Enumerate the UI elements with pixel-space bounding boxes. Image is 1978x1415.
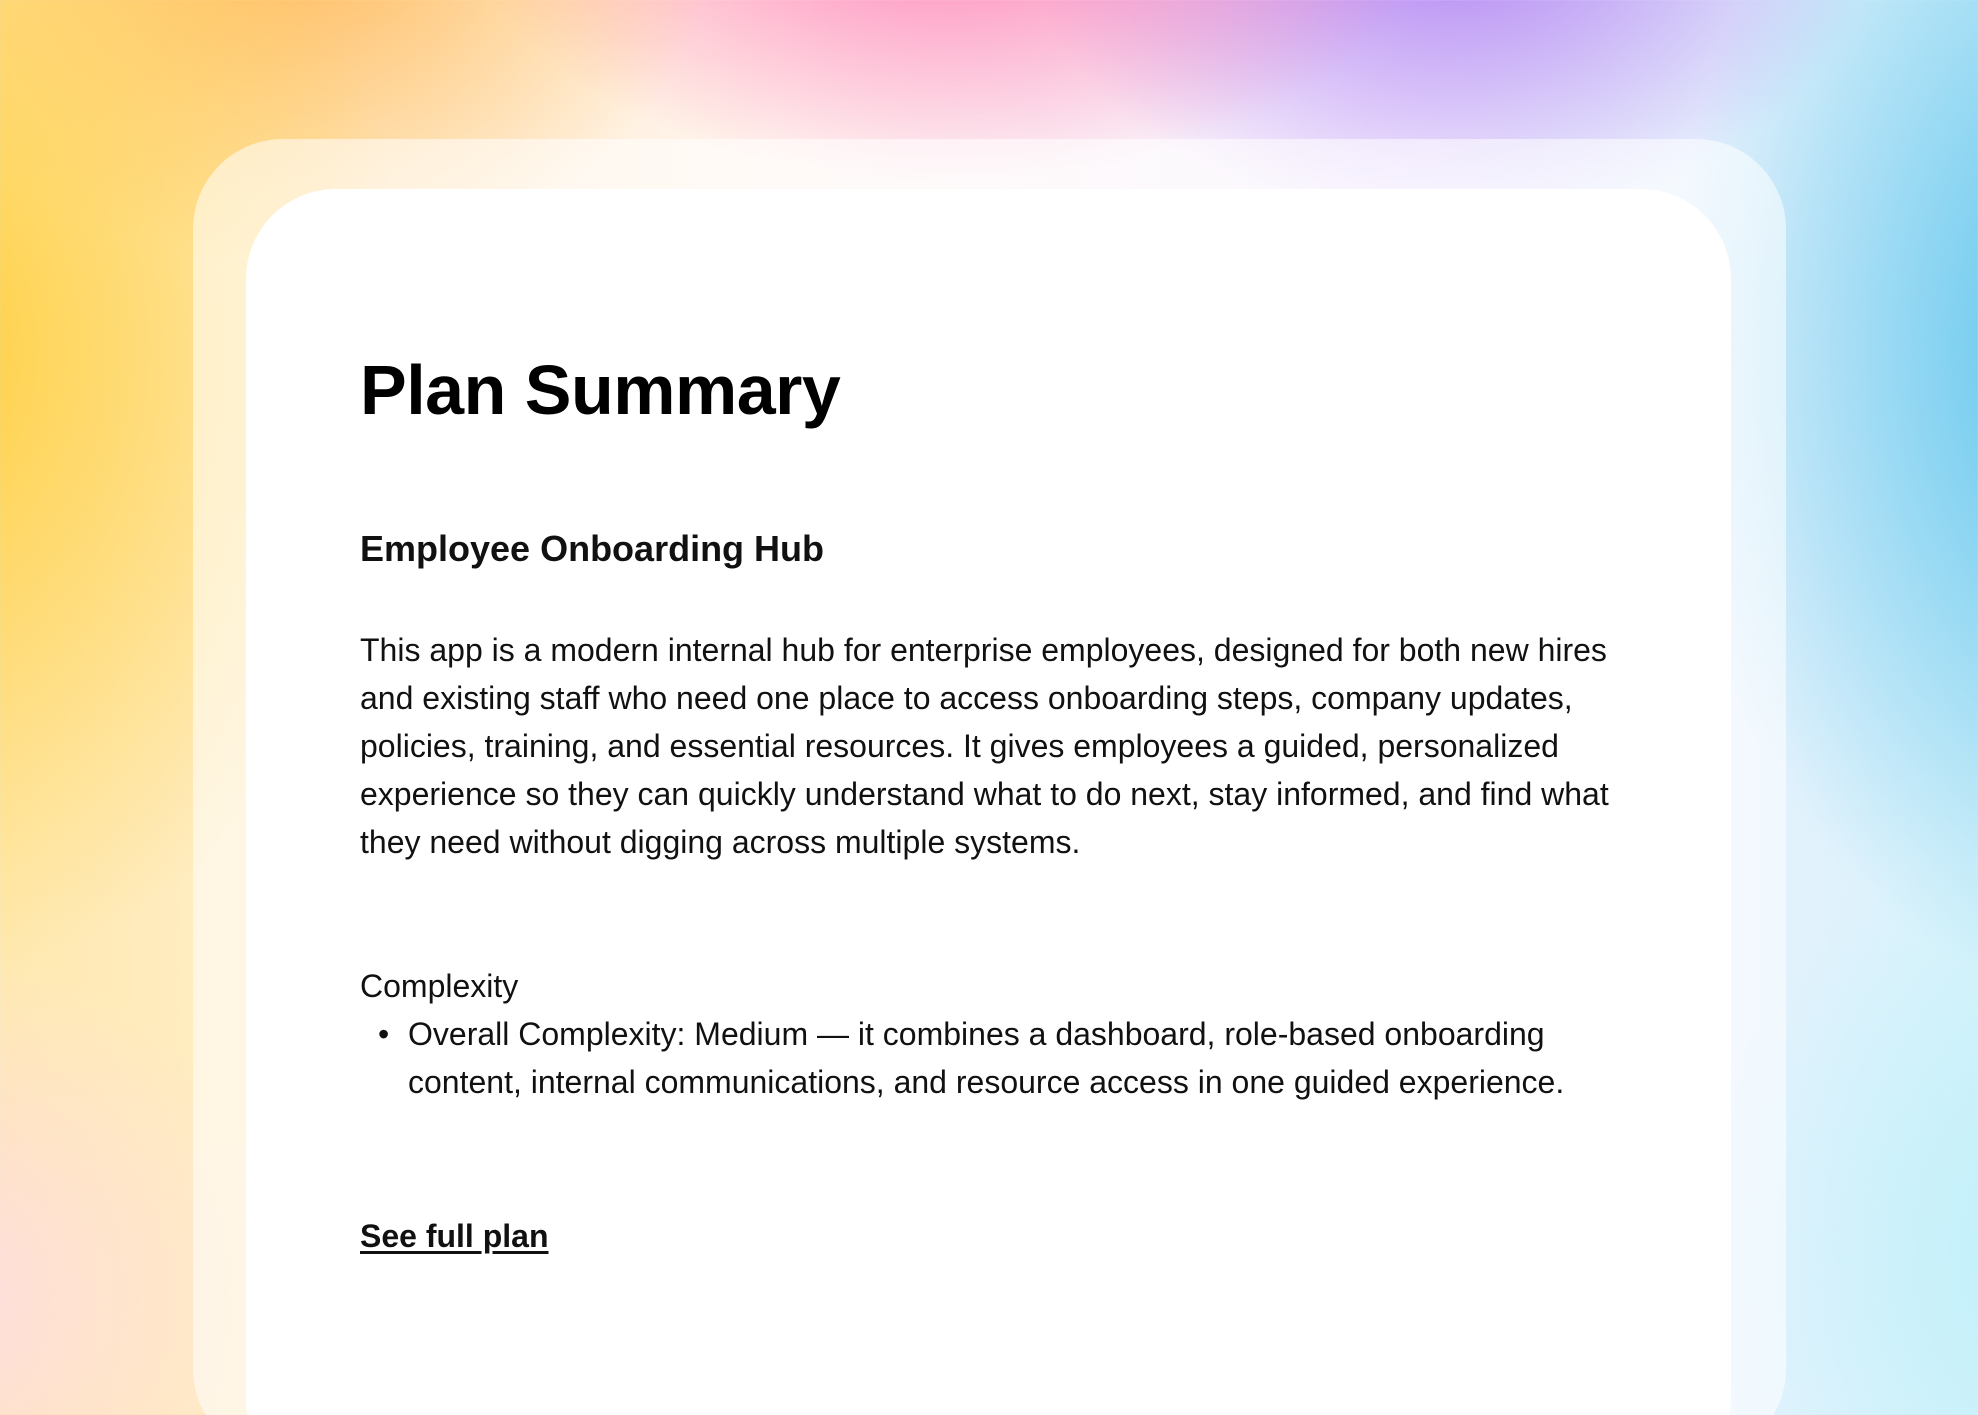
app-description: This app is a modern internal hub for enterprise employees, designed for both new hires and existing staff who need one place to access onboarding steps, company updates, policies, training, and essential resources. It gives employees a guided, personalized experience so they can quickly understand what to do next, stay informed, and find what they need without digging across multiple systems. xyxy=(360,632,1609,860)
complexity-item-text: Overall Complexity: Medium — it combines a dashboard, role-based onboarding content, internal communications, and resource access in one guided experience. xyxy=(408,1016,1565,1100)
bullet-icon: • xyxy=(378,1016,390,1052)
page-title: Plan Summary xyxy=(360,351,841,429)
complexity-list xyxy=(360,1010,1580,1106)
see-full-plan-link[interactable]: See full plan xyxy=(360,1218,549,1254)
app-name-heading: Employee Onboarding Hub xyxy=(360,528,825,569)
complexity-label: Complexity xyxy=(360,968,519,1004)
list-item xyxy=(360,1010,1580,1106)
